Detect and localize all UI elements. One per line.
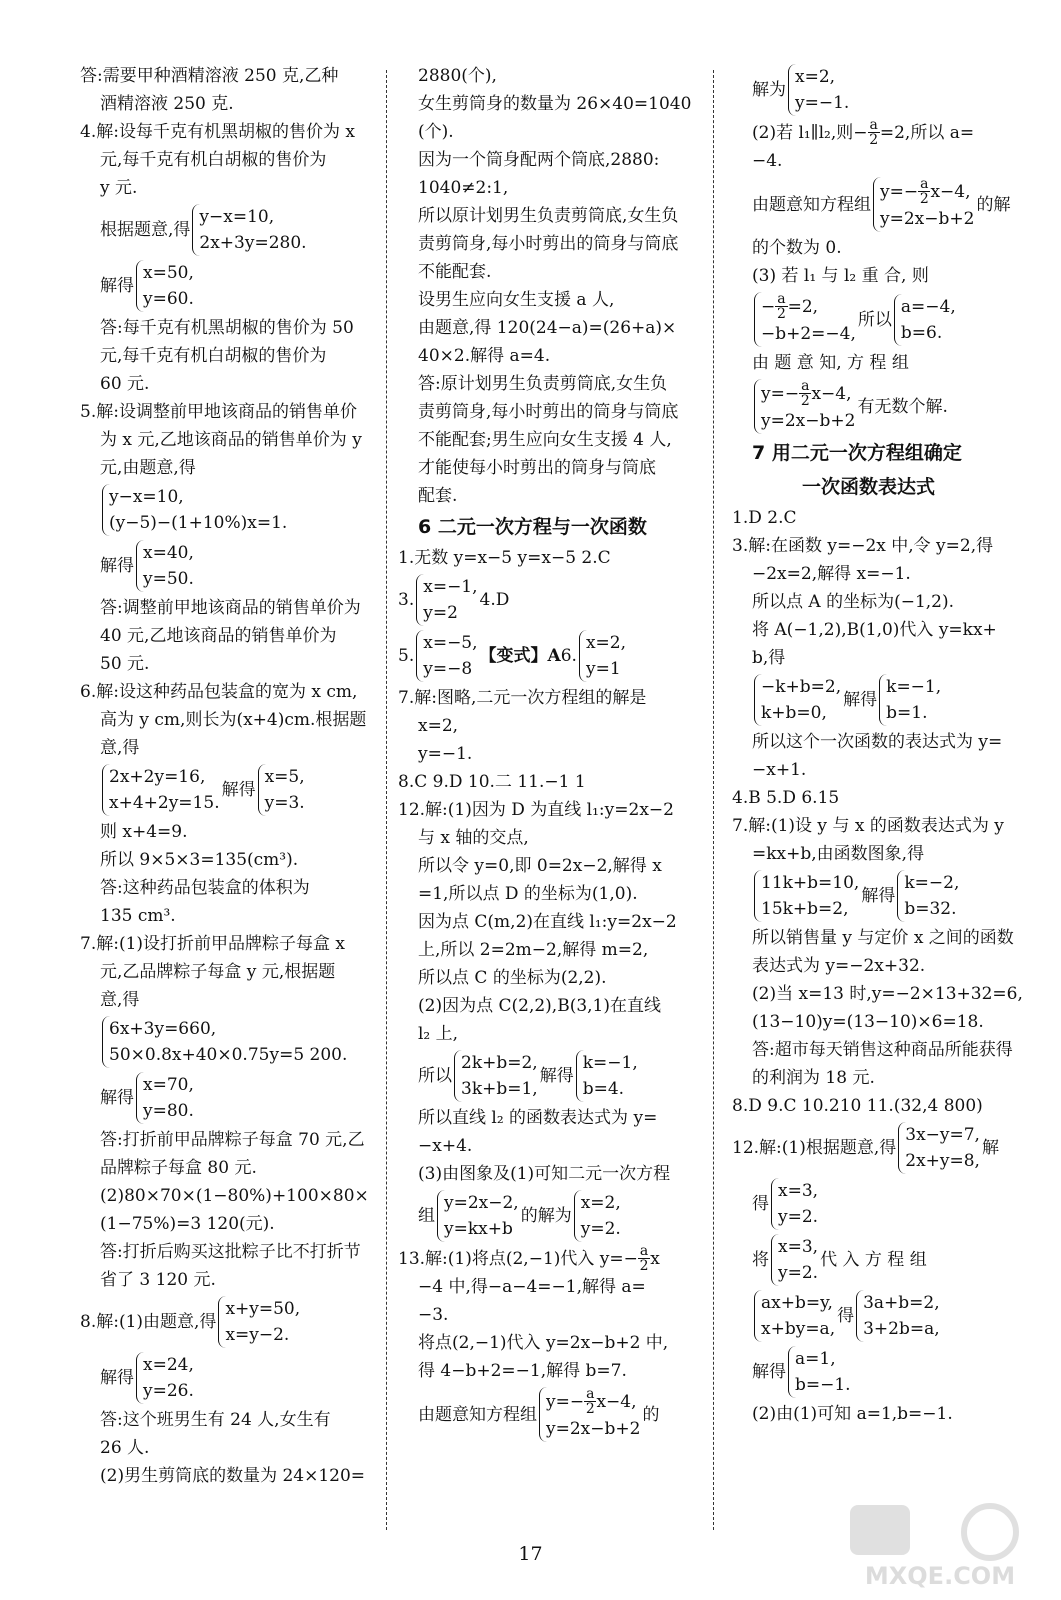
answer-column-2	[398, 62, 703, 1444]
text-line: 答:调整前甲地该商品的销售单价为	[100, 598, 361, 618]
equation-system: 2x+2y=16, x+4+2y=15.	[102, 764, 220, 816]
variant-label: 【变式】A	[479, 646, 561, 666]
text-line: 配套.	[418, 486, 458, 506]
equation-row	[398, 628, 703, 684]
equation-system: x=−1, y=2	[416, 574, 477, 626]
text-line: −2x=2,解得 x=−1.	[752, 564, 911, 584]
text-line: 有无数个解.	[857, 396, 948, 417]
text-line: 6.解:设这种药品包装盒的宽为 x cm,	[80, 682, 358, 702]
equation-row	[732, 1232, 1032, 1288]
text-line: 因为一个筒身配两个筒底,2880:	[418, 150, 660, 170]
answer-column-3	[732, 62, 1032, 1428]
text-line: 8.解:(1)由题意,得	[80, 1312, 217, 1332]
equation-system: k=−1, b=4.	[576, 1050, 638, 1102]
answer-column-1	[80, 62, 380, 1490]
text-line: 则 x+4=9.	[100, 822, 188, 842]
equation-row	[732, 377, 1032, 436]
equation-system: x=50, y=60.	[136, 260, 194, 312]
equation-row	[80, 258, 380, 314]
text-line: −4 中,得−a−4=−1,解得 a=	[418, 1277, 646, 1297]
text-line: 才能使每小时剪出的筒身与筒底	[418, 458, 656, 478]
text-line: 3.解:在函数 y=−2x 中,令 y=2,得	[732, 536, 994, 556]
text-line: y=−1.	[418, 744, 473, 764]
equation-row	[80, 482, 380, 538]
text-line: 所以这个一次函数的表达式为 y=	[752, 732, 1003, 752]
equation-row	[732, 290, 1032, 349]
text-line: 4.B 5.D 6.15	[732, 788, 840, 808]
equation-row	[80, 1350, 380, 1406]
text-line: 所以	[857, 309, 892, 330]
section-heading: 一次函数表达式	[802, 476, 936, 498]
text-line: 答:原计划男生负责剪筒底,女生负	[418, 374, 668, 394]
equation-row	[398, 1048, 703, 1104]
equation-system: y=− $\frac{a}{2}$ x−4, y=2x−b+2	[539, 1387, 640, 1442]
text-line: (2)80×70×(1−80%)+100×80×	[100, 1186, 369, 1206]
equation-row	[80, 202, 380, 258]
equation-system: x=5, y=3.	[258, 764, 305, 816]
equation-row	[398, 1385, 703, 1444]
equation-system: y=− $\frac{a}{2}$ x−4, y=2x−b+2	[754, 379, 855, 434]
text-line: (个).	[418, 122, 454, 142]
text-line: 上,所以 2=2m−2,解得 m=2,	[418, 940, 649, 960]
section-heading: 7 用二元一次方程组确定	[752, 442, 962, 464]
equation-row	[398, 1188, 703, 1244]
equation-system: 11k+b=10, 15k+b=2,	[754, 870, 859, 922]
text-line: 由题意知方程组	[418, 1404, 537, 1425]
equation-system: a=1, b=−1.	[788, 1346, 851, 1398]
text-line: 不能配套.	[418, 262, 492, 282]
text-line: 1.D 2.C	[732, 508, 797, 528]
text-line: −x+1.	[752, 760, 807, 780]
text-line: 解得	[221, 780, 256, 800]
text-line: 答:这个班男生有 24 人,女生有	[100, 1410, 331, 1430]
equation-system: x=70, y=80.	[136, 1072, 194, 1124]
text-line: 所以点 A 的坐标为(−1,2).	[752, 592, 955, 612]
text-line: (2)由(1)可知 a=1,b=−1.	[752, 1404, 953, 1424]
equation-system: − $\frac{a}{2}$ =2, −b+2=−4,	[754, 292, 856, 347]
text-line: 解得	[100, 556, 134, 576]
equation-system: x=2, y=2.	[574, 1190, 621, 1242]
text-line: 为 x 元,乙地该商品的销售单价为 y	[100, 430, 362, 450]
text-line: 答:超市每天销售这种商品所能获得	[752, 1040, 1013, 1060]
text-line: =kx+b,由函数图象,得	[752, 844, 925, 864]
text-line: 解得	[100, 1088, 134, 1108]
equation-row	[80, 1014, 380, 1070]
text-line: (3) 若 l₁ 与 l₂ 重 合, 则	[752, 266, 929, 286]
text-line: 6.	[560, 646, 577, 666]
text-line: 组	[418, 1206, 435, 1226]
text-line: 根据题意,得	[100, 220, 191, 240]
text-line: 8.D 9.C 10.210 11.(32,4 800)	[732, 1096, 983, 1116]
equation-system: x=24, y=26.	[136, 1352, 194, 1404]
text-line: 得	[752, 1194, 769, 1214]
text-line: 女生剪筒身的数量为 26×40=1040	[418, 94, 692, 114]
text-line: 解	[981, 1138, 999, 1158]
equation-row: 11k+b=10, 15k+b=2, 解得 k=−2, b=32.	[732, 868, 1032, 924]
text-line: 的利润为 18 元.	[752, 1068, 875, 1088]
text-line: 省了 3 120 元.	[100, 1270, 216, 1290]
text-line: (2)男生剪筒底的数量为 24×120=	[100, 1466, 366, 1486]
text-line: 元,由题意,得	[100, 458, 196, 478]
text-line: 与 x 轴的交点,	[418, 828, 529, 848]
text-line: =2,所以 a=	[879, 122, 975, 143]
text-line: 的解为	[520, 1206, 572, 1226]
equation-system: y−x=10, (y−5)−(1+10%)x=1.	[102, 484, 287, 536]
text-line: 7.解:(1)设打折前甲品牌粽子每盒 x	[80, 934, 346, 954]
equation-row	[732, 1176, 1032, 1232]
text-line: 元,每千克有机白胡椒的售价为	[100, 346, 327, 366]
text-line: 答:这种药品包装盒的体积为	[100, 878, 310, 898]
text-line: =1,所以点 D 的坐标为(1,0).	[418, 884, 638, 904]
text-line: 135 cm³.	[100, 906, 176, 926]
text-line: y 元.	[100, 178, 138, 198]
equation-row	[732, 1120, 1032, 1176]
text-line: x=2,	[418, 716, 459, 736]
equation-system: x=2, y=−1.	[788, 64, 849, 116]
text-line: 将	[752, 1250, 769, 1270]
text-line: 由题意知方程组	[752, 194, 871, 215]
text-line: 意,得	[100, 738, 140, 758]
text-line: 的解	[976, 194, 1011, 215]
text-line: 因为点 C(m,2)在直线 l₁:y=2x−2	[418, 912, 677, 932]
text-line: 由题意,得 120(24−a)=(26+a)×	[418, 318, 677, 338]
equation-system: x=40, y=50.	[136, 540, 194, 592]
equation-system: a=−4, b=6.	[894, 294, 956, 346]
text-line: 的个数为 0.	[752, 238, 842, 258]
text-line: 不能配套;男生应向女生支援 4 人,	[418, 430, 672, 450]
text-line: 酒精溶液 250 克.	[100, 94, 234, 114]
equation-row: 解得 a=1, b=−1.	[732, 1344, 1032, 1400]
equation-row	[398, 572, 703, 628]
text-line: 将 A(−1,2),B(1,0)代入 y=kx+	[752, 620, 997, 640]
text-line: (2)若 l₁∥l₂,则−	[752, 122, 868, 143]
column-divider	[713, 70, 714, 1530]
equation-system: x=3, y=2.	[771, 1178, 818, 1230]
text-line: 所以直线 l₂ 的函数表达式为 y=	[418, 1108, 658, 1128]
equation-row	[732, 62, 1032, 118]
equation-system: y−x=10, 2x+3y=280.	[192, 204, 306, 256]
text-line: 5.	[398, 646, 415, 666]
text-line: 责剪筒身,每小时剪出的筒身与筒底	[418, 234, 679, 254]
fraction: $\frac{a}{2}$	[869, 117, 879, 148]
text-line: 40×2.解得 a=4.	[418, 346, 551, 366]
equation-row	[80, 762, 380, 818]
equation-row	[732, 175, 1032, 234]
text-line: 解得	[100, 276, 134, 296]
equation-row	[398, 1244, 703, 1273]
text-line: 解得	[539, 1066, 574, 1086]
text-line: 元,乙品牌粽子每盒 y 元,根据题	[100, 962, 336, 982]
text-line: 将点(2,−1)代入 y=2x−b+2 中,	[418, 1333, 669, 1353]
equation-system: −k+b=2, k+b=0,	[754, 674, 841, 726]
text-line: (13−10)y=(13−10)×6=18.	[752, 1012, 984, 1032]
text-line: 13.解:(1)将点(2,−1)代入 y=−	[398, 1248, 638, 1269]
text-line: 设男生应向女生支援 a 人,	[418, 290, 615, 310]
text-line: l₂ 上,	[418, 1024, 459, 1044]
page-number: 17	[518, 1543, 543, 1565]
text-line: −4.	[752, 151, 783, 171]
equation-system: x+y=50, x=y−2.	[218, 1296, 300, 1348]
equation-system: x=−5, y=−8	[416, 630, 477, 682]
text-line: 40 元,乙地该商品的销售单价为	[100, 626, 337, 646]
text-line: 答:打折后购买这批粽子比不打折节	[100, 1242, 361, 1262]
text-line: 5.解:设调整前甲地该商品的销售单价	[80, 402, 357, 422]
text-line: 高为 y cm,则长为(x+4)cm.根据题	[100, 710, 367, 730]
equation-system: 3x−y=7, 2x+y=8,	[898, 1122, 980, 1174]
text-line: 50 元.	[100, 654, 150, 674]
text-line: 4.解:设每千克有机黑胡椒的售价为 x	[80, 122, 355, 142]
text-line: 60 元.	[100, 374, 150, 394]
equation-row: −k+b=2, k+b=0, 解得 k=−1, b=1.	[732, 672, 1032, 728]
equation-row	[80, 538, 380, 594]
text-line: 7.解:图略,二元一次方程组的解是	[398, 688, 647, 708]
text-line: 答:每千克有机黑胡椒的售价为 50	[100, 318, 354, 338]
equation-system: x=3, y=2.	[771, 1234, 818, 1286]
text-line: 答:需要甲种酒精溶液 250 克,乙种	[80, 66, 339, 86]
equation-system: y=2x−2, y=kx+b	[437, 1190, 519, 1242]
column-divider	[386, 70, 387, 1530]
fraction: $\frac{a}{2}$	[639, 1243, 649, 1274]
text-line: 解为	[752, 80, 786, 100]
equation-system: x=2, y=1	[579, 630, 626, 682]
equation-system: y=− $\frac{a}{2}$ x−4, y=2x−b+2	[873, 177, 974, 232]
text-line: 所以原计划男生负责剪筒底,女生负	[418, 206, 679, 226]
text-line: 责剪筒身,每小时剪出的筒身与筒底	[418, 402, 679, 422]
text-line: 表达式为 y=−2x+32.	[752, 956, 926, 976]
text-line: 26 人.	[100, 1438, 150, 1458]
text-line: 所以销售量 y 与定价 x 之间的函数	[752, 928, 1014, 948]
text-line: 8.C 9.D 10.二 11.−1 1	[398, 772, 586, 792]
text-line: 所以	[418, 1066, 452, 1086]
text-line: 12.解:(1)根据题意,得	[732, 1138, 897, 1158]
text-line: 12.解:(1)因为 D 为直线 l₁:y=2x−2	[398, 800, 674, 820]
text-line: −x+4.	[418, 1136, 473, 1156]
text-line: b,得	[752, 648, 786, 668]
text-line: 1040≠2:1,	[418, 178, 509, 198]
text-line: −3.	[418, 1305, 449, 1325]
text-line: 得 4−b+2=−1,解得 b=7.	[418, 1361, 627, 1381]
text-line: (2)当 x=13 时,y=−2×13+32=6,	[752, 984, 1023, 1004]
text-line: 解得	[100, 1368, 134, 1388]
text-line: 7.解:(1)设 y 与 x 的函数表达式为 y	[732, 816, 1004, 836]
svg-text:MXQE.COM: MXQE.COM	[864, 1562, 1016, 1590]
text-line: 代 入 方 程 组	[820, 1250, 927, 1270]
text-line: (1−75%)=3 120(元).	[100, 1214, 275, 1234]
equation-system: 6x+3y=660, 50×0.8x+40×0.75y=5 200.	[102, 1016, 347, 1068]
text-line: (2)因为点 C(2,2),B(3,1)在直线	[418, 996, 661, 1016]
text-line: 3.	[398, 590, 415, 610]
text-line: 2880(个),	[418, 66, 497, 86]
text-line: x	[650, 1248, 660, 1269]
text-line: 意,得	[100, 990, 140, 1010]
text-line: (3)由图象及(1)可知二元一次方程	[418, 1164, 671, 1184]
equation-system: 3a+b=2, 3+2b=a,	[856, 1290, 940, 1342]
text-line: 1.无数 y=x−5 y=x−5 2.C	[398, 548, 611, 568]
equation-row	[732, 1288, 1032, 1344]
text-line: 得	[837, 1306, 855, 1326]
text-line: 所以点 C 的坐标为(2,2).	[418, 968, 607, 988]
section-heading: 6 二元一次方程与一次函数	[418, 516, 647, 538]
text-line: 品牌粽子每盒 80 元.	[100, 1158, 257, 1178]
equation-system: 2k+b=2, 3k+b=1,	[454, 1050, 538, 1102]
text-line: 4.D	[479, 590, 510, 610]
equation-system: k=−1, b=1.	[879, 674, 941, 726]
text-line: 所以 9×5×3=135(cm³).	[100, 850, 299, 870]
watermark-logo	[840, 1500, 1040, 1590]
text-line: 的	[642, 1404, 660, 1425]
equation-system: k=−2, b=32.	[897, 870, 959, 922]
equation-row	[80, 1070, 380, 1126]
text-line: 元,每千克有机白胡椒的售价为	[100, 150, 327, 170]
equation-system: ax+b=y, x+by=a,	[754, 1290, 835, 1342]
equation-row	[80, 1294, 380, 1350]
text-line: 所以令 y=0,即 0=2x−2,解得 x	[418, 856, 662, 876]
text-line: 答:打折前甲品牌粽子每盒 70 元,乙	[100, 1130, 365, 1150]
text-line: 由 题 意 知, 方 程 组	[752, 353, 909, 373]
equation-row	[732, 118, 1032, 147]
